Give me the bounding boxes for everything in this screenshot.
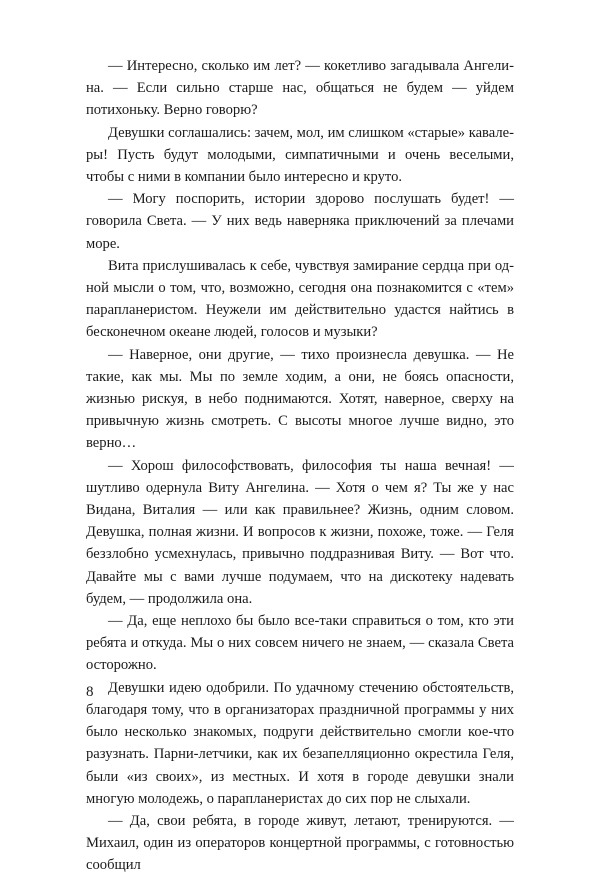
paragraph: — Интересно, сколько им лет? — кокетливо загадывала Ангелина. — Если сильно старше нас, общаться не будем — уйдем потихоньку. Верно говорю? (86, 58, 514, 119)
page-number: 8 (86, 684, 94, 700)
paragraph: Девушки соглашались: зачем, мол, им слишком «старые» кавалеры! Пусть будут молодыми, симпатичными и очень веселыми, чтобы с ними в компании было интересно и круто. (86, 124, 514, 186)
paragraph: — Наверное, они другие, — тихо произнесла девушка. — Не такие, как мы. Мы по земле ходим, а они, не боясь опасности, жизнью рискуя, в небо поднимаются. Хотят, наверное, сверху на привычную жизнь смотреть. С высоты многое лучше видно, это верно… (86, 346, 514, 452)
paragraph: — Могу поспорить, истории здорово послушать будет! — говорила Света. — У них ведь наверняка приключений за плечами море. (86, 191, 514, 252)
paragraph: — Да, свои ребята, в городе живут, летают, тренируются. — Михаил, один из операторов концертной программы, с готовностью сообщил (86, 812, 514, 874)
paragraph: — Хорош философствовать, философия ты наша вечная! — шутливо одернула Виту Ангелина. — Хотя о чем я? Ты же у нас Видана, Виталия — или как правильнее? Жизнь, одним словом. Девушка, полная жизни. И вопросов к жизни, похоже, тоже. — Геля беззлобно усмехнулась, привычно поддразнивая Виту. — Вот что. Давайте мы с вами лучше подумаем, что на дискотеку надевать будем, — продолжила она. (86, 457, 514, 607)
paragraph: Вита прислушивалась к себе, чувствуя замирание сердца при одной мысли о том, что, возможно, сегодня она познакомится с «тем» парапланеристом. Неужели им действительно удастся найтись в бесконечном океане людей, голосов и музыки? (86, 257, 514, 341)
paragraph: Девушки идею одобрили. По удачному стечению обстоятельств, благодаря тому, что в организаторах праздничной программы у них было несколько знакомых, подруги действительно смогли кое-что разузнать. Парни-летчики, как их безапелляционно окрестила Геля, были «из своих», из местных. И хотя в городе девушки знали многую молодежь, о парапланеристах до сих пор не слыхали. (86, 679, 514, 807)
paragraph: — Да, еще неплохо бы было все-таки справиться о том, кто эти ребята и откуда. Мы о них совсем ничего не знаем, — сказала Света осторожно. (86, 613, 514, 674)
page-text (86, 55, 514, 877)
